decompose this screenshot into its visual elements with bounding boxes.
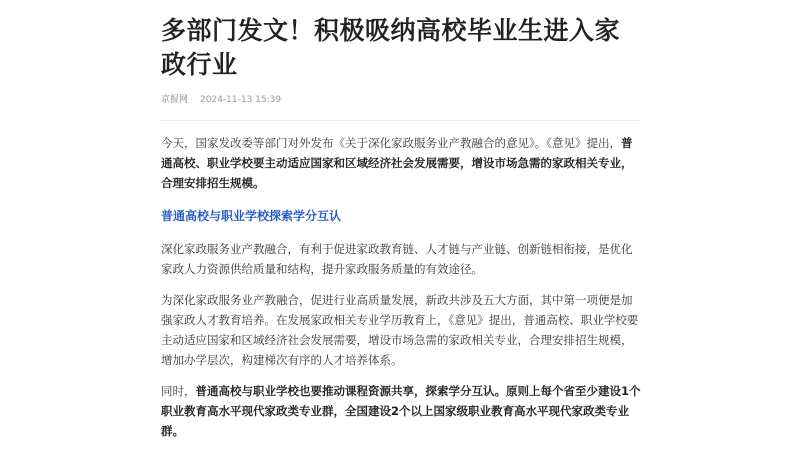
paragraph-4-text: 同时， xyxy=(161,384,196,398)
paragraph-1-text: 今天，国家发改委等部门对外发布《关于深化家政服务业产教融合的意见》。《意见》提出， xyxy=(161,136,621,150)
article-timestamp: 2024-11-13 15:39 xyxy=(200,95,282,105)
divider xyxy=(161,120,641,121)
paragraph-2: 深化家政服务业产教融合，有利于促进家政教育链、人才链与产业链、创新链相衔接，是优化家政人力资源供给质量和结构，提升家政服务质量的有效途径。 xyxy=(161,242,633,276)
paragraph-1-bold: 普通高校、职业学校要主动适应国家和区域经济社会发展需要，增设市场急需的家政相关专业，合理安排招生规模。 xyxy=(161,136,633,190)
article-source[interactable]: 京报网 xyxy=(161,95,189,105)
section-heading: 普通高校与职业学校探索学分互认 xyxy=(161,209,342,223)
paragraph-4-bold: 普通高校与职业学校也要推动课程资源共享，探索学分互认。原则上每个省至少建设1个职业教育高水平现代家政类专业群，全国建设2个以上国家级职业教育高水平现代家政类专业群。 xyxy=(161,384,641,438)
article-body xyxy=(161,133,641,441)
paragraph-1 xyxy=(161,133,641,193)
article-meta xyxy=(161,94,641,106)
paragraph-3: 为深化家政服务业产教融合，促进行业高质量发展，新政共涉及五大方面，其中第一项便是加强家政人才教育培养。在发展家政相关专业学历教育上，《意见》提出，普通高校、职业学校要主动适应国家和区域经济社会发展需要，增设市场急需的家政相关专业，合理安排招生规模，增加办学层次，构建梯次有序的人才培养体系。 xyxy=(161,293,639,367)
paragraph-4 xyxy=(161,381,641,441)
article-title: 多部门发文！积极吸纳高校毕业生进入家政行业 xyxy=(161,16,621,79)
article xyxy=(161,14,641,450)
